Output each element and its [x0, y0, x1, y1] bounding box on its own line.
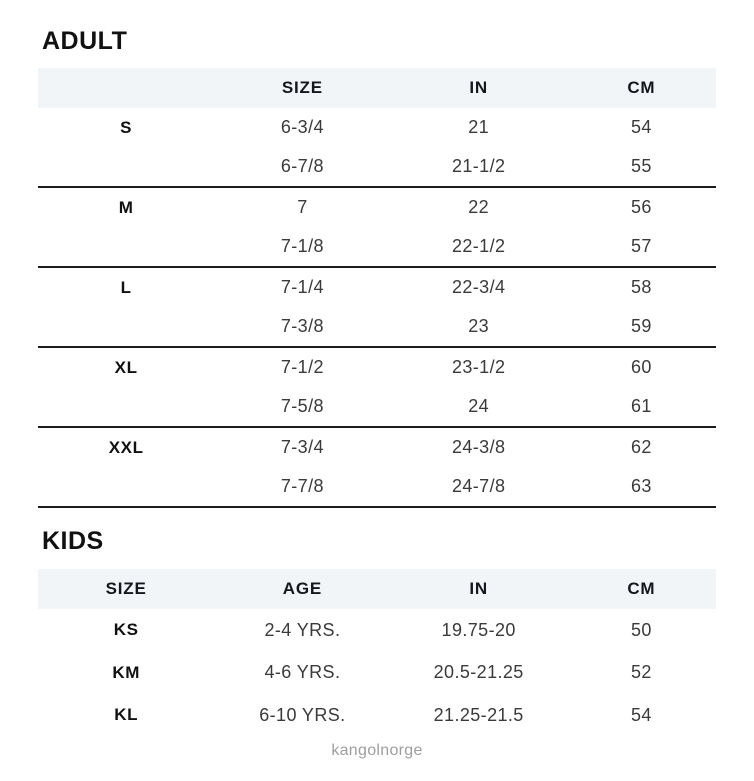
kids-size-table — [38, 569, 716, 737]
kids-section-heading: KIDS — [42, 527, 104, 555]
size-group-xl — [38, 348, 716, 428]
table-cell: 7-1/2 — [280, 357, 324, 377]
table-cell: 21 — [468, 117, 490, 137]
table-cell: 23-1/2 — [451, 357, 506, 377]
table-cell: 20.5-21.25 — [433, 662, 524, 683]
column-header-cm: CM — [627, 78, 656, 97]
size-group-label: KL — [114, 705, 139, 725]
table-cell: 7 — [297, 197, 308, 217]
table-cell: 22-1/2 — [451, 236, 506, 256]
size-group-label: S — [120, 117, 133, 137]
table-row — [38, 147, 716, 186]
table-cell: 7-5/8 — [280, 396, 324, 416]
table-cell: 7-7/8 — [280, 476, 324, 496]
table-row — [38, 609, 716, 652]
table-cell: 7-1/8 — [280, 236, 324, 256]
table-cell: 50 — [630, 619, 652, 640]
size-group-xxl — [38, 428, 716, 508]
table-cell: 21-1/2 — [451, 156, 506, 176]
table-cell: 7-1/4 — [280, 277, 324, 297]
table-cell: 55 — [630, 156, 652, 176]
adult-table-header-row — [38, 68, 716, 108]
size-group-label: KS — [113, 620, 139, 640]
table-cell: 6-3/4 — [280, 117, 324, 137]
table-cell: 61 — [630, 396, 652, 416]
column-header-in: IN — [469, 579, 488, 598]
table-cell: 56 — [630, 197, 652, 217]
table-cell: 7-3/4 — [280, 437, 324, 457]
table-cell: 23 — [468, 316, 490, 336]
table-cell: 6-10 YRS. — [259, 704, 346, 725]
table-row — [38, 348, 716, 387]
table-row — [38, 307, 716, 346]
table-cell: 24 — [468, 396, 490, 416]
kids-table-header-row — [38, 569, 716, 609]
table-cell: 59 — [630, 316, 652, 336]
table-row — [38, 694, 716, 737]
table-cell: 54 — [630, 704, 652, 725]
adult-section-heading: ADULT — [42, 27, 128, 55]
table-cell: 22-3/4 — [451, 277, 506, 297]
size-group-l — [38, 268, 716, 348]
table-row — [38, 227, 716, 266]
table-row — [38, 387, 716, 426]
table-row — [38, 108, 716, 147]
table-row — [38, 467, 716, 506]
column-header-size: SIZE — [281, 78, 323, 97]
table-cell: 22 — [468, 197, 490, 217]
column-header-age: AGE — [282, 579, 323, 598]
size-group-label: M — [118, 197, 134, 217]
table-cell: 7-3/8 — [280, 316, 324, 336]
table-cell: 24-3/8 — [451, 437, 506, 457]
size-group-label: L — [120, 277, 132, 297]
column-header-in: IN — [469, 78, 488, 97]
size-chart-page — [0, 27, 754, 781]
size-group-m — [38, 188, 716, 268]
table-cell: 2-4 YRS. — [264, 619, 341, 640]
size-group-label: XL — [114, 357, 138, 377]
table-row — [38, 268, 716, 307]
table-cell: 63 — [630, 476, 652, 496]
size-group-s — [38, 108, 716, 188]
table-cell: 4-6 YRS. — [264, 662, 341, 683]
table-cell: 52 — [630, 662, 652, 683]
table-cell: 24-7/8 — [451, 476, 506, 496]
table-cell: 6-7/8 — [280, 156, 324, 176]
table-cell: 21.25-21.5 — [433, 704, 524, 725]
table-row — [38, 188, 716, 227]
table-cell: 19.75-20 — [441, 619, 516, 640]
column-header-size: SIZE — [105, 579, 147, 598]
table-cell: 58 — [630, 277, 652, 297]
table-cell: 54 — [630, 117, 652, 137]
table-cell: 60 — [630, 357, 652, 377]
table-row — [38, 428, 716, 467]
size-group-label: KM — [112, 662, 140, 682]
size-group-label: XXL — [108, 437, 144, 457]
table-cell: 62 — [630, 437, 652, 457]
adult-size-table — [38, 68, 716, 508]
table-row — [38, 652, 716, 695]
brand-watermark: kangolnorge — [331, 741, 423, 759]
table-cell: 57 — [630, 236, 652, 256]
column-header-cm: CM — [627, 579, 656, 598]
